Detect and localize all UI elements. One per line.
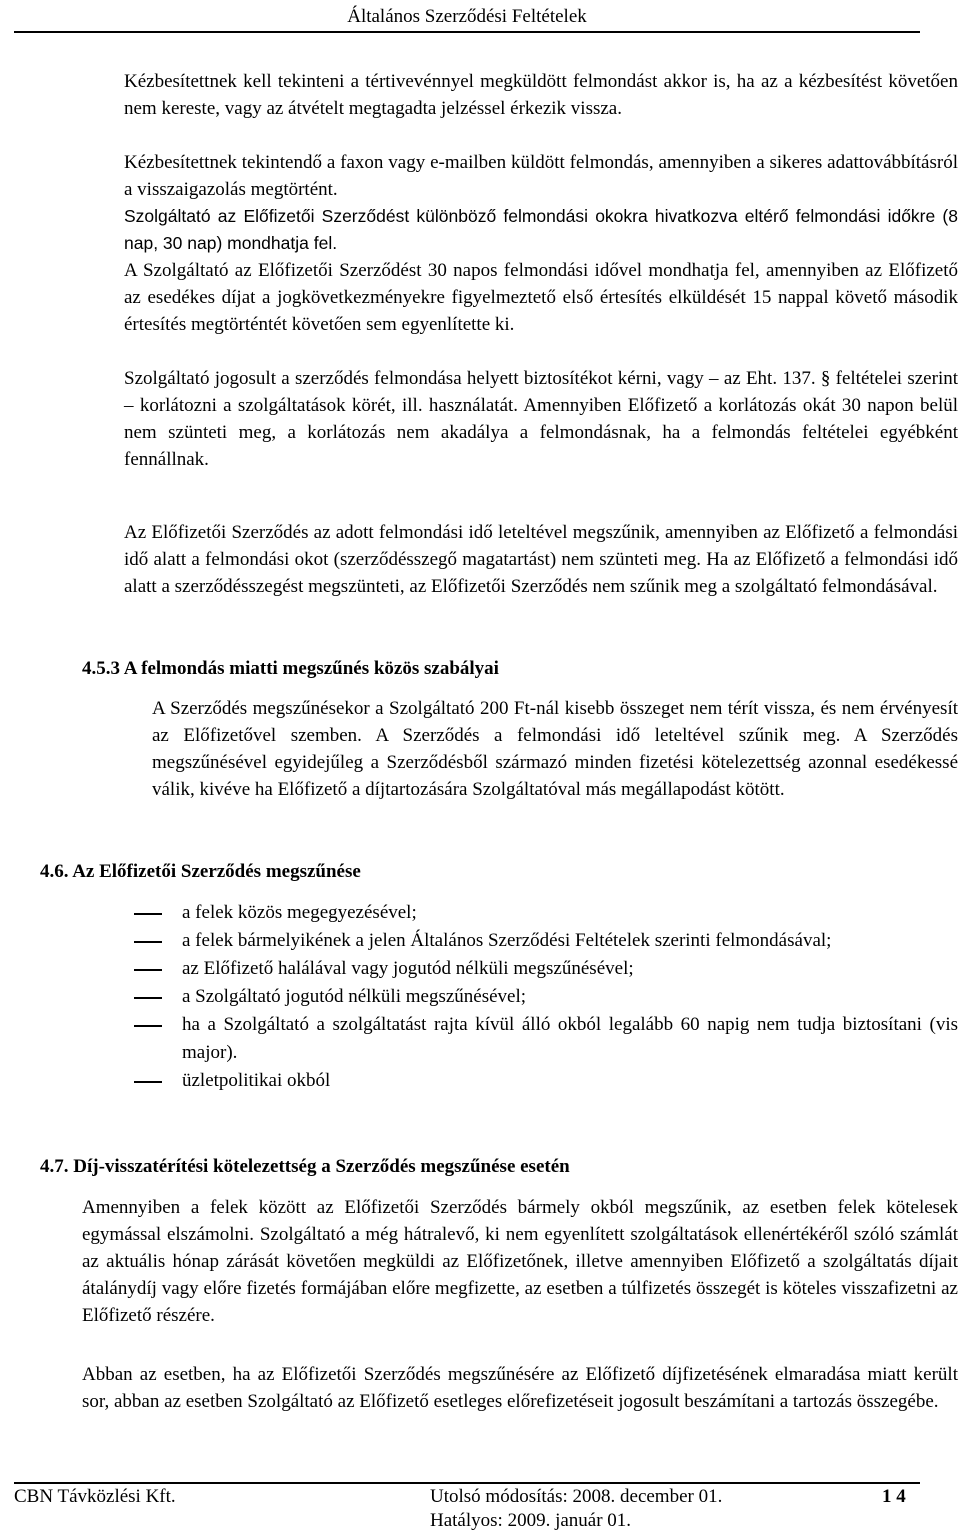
section-heading-4-6: 4.6. Az Előfizetői Szerződés megszűnése (40, 861, 361, 882)
footer-page-number: 1 4 (882, 1486, 906, 1507)
list-item: a felek bármelyikének a jelen Általános Szerződési Feltételek szerinti felmondásával; (182, 930, 832, 951)
paragraph-termination-rules: A Szerződés megszűnésekor a Szolgáltató 200 Ft-nál kisebb összeget nem térít vissza, és nem érvényesít az Előfizetővel szemben. A Szerződés a felmondási idő leteltével szűnik meg. A Szerződés megszűnésével egyidejűleg a Szerződésből származó minden fizetési kötelezettség azonnal esedékessé válik, kivéve ha Előfizető a díjtartozására Szolgáltatóval más megállapodást kötött. (152, 698, 958, 800)
paragraph-contract-expiry: Az Előfizetői Szerződés az adott felmondási idő leteltével megszűnik, amennyiben az Előfizető a felmondási idő alatt a felmondási okot (szerződésszegő magatartást) nem szünteti meg. Ha az Előfizető a felmondási idő alatt a szerződésszegést megszünteti, az Előfizetői Szerződés nem szűnik meg a szolgáltató felmondásával. (124, 522, 958, 597)
paragraph-settlement: Amennyiben a felek között az Előfizetői Szerződés bármely okból megszűnik, az esetben felek kötelesek egymással elszámolni. Szolgáltató a még hátralevő, ki nem egyenlített szolgáltatások ellenértékéről szóló számlát az aktuális hónap zárását követően megküldi az Előfizetőnek, illetve amennyiben Előfizető a szolgáltatás díjait átalánydíj vagy előre fizetés formájában előre megfizette, az esetben a túlfizetés összegét is köteles visszafizetni az Előfizető részére. (82, 1197, 958, 1326)
paragraph-guarantee-restriction: Szolgáltató jogosult a szerződés felmondása helyett biztosítékot kérni, vagy – az Eht. 137. § feltételei szerint – korlátozni a szolgáltatások körét, ill. használatát. Amennyiben Előfizető a korlátozás okát 30 napon belül nem szünteti meg, a korlátozás nem akadálya a felmondásnak, ha a felmondás feltételei egyébként fennállnak. (124, 368, 958, 470)
footer-divider (14, 1482, 920, 1484)
section-heading-4-7: 4.7. Díj-visszatérítési kötelezettség a Szerződés megszűnése esetén (40, 1156, 570, 1177)
section-heading-4-5-3: 4.5.3 A felmondás miatti megszűnés közös szabályai (82, 658, 499, 679)
termination-reasons-list (134, 899, 958, 1095)
list-item: az Előfizető halálával vagy jogutód nélküli megszűnésével; (182, 958, 634, 979)
paragraph-delivery-fax-email: Kézbesítettnek tekintendő a faxon vagy e-mailben küldött felmondás, amennyiben a sikeres adattovábbításról a visszaigazolás megtörtént. (124, 152, 958, 200)
list-item: a felek közös megegyezésével; (182, 902, 417, 923)
paragraph-delivery-receipt: Kézbesítettnek kell tekinteni a tértivevénnyel megküldött felmondást akkor is, ha az a kézbesítést követően nem kereste, vagy az átvételt megtagadta jelzéssel érkezik vissza. (124, 71, 958, 119)
list-item: üzletpolitikai okból (182, 1070, 331, 1091)
list-item: a Szolgáltató jogutód nélküli megszűnésével; (182, 986, 527, 1007)
list-item: ha a Szolgáltató a szolgáltatást rajta kívül álló okból legalább 60 napig nem tudja biztosítani (vis major). (182, 1014, 958, 1063)
page-header (14, 3, 920, 33)
document-title: Általános Szerződési Feltételek (347, 6, 587, 27)
footer-effective-date: Hatályos: 2009. január 01. (430, 1510, 632, 1531)
footer-last-modified: Utolsó módosítás: 2008. december 01. (430, 1486, 723, 1507)
paragraph-30-day-termination: A Szolgáltató az Előfizetői Szerződést 30 napos felmondási idővel mondhatja fel, amennyiben az Előfizető az esedékes díjat a jogkövetkezményekre figyelmeztető első értesítés elküldését 15 nappal követő második értesítés megtörténtét követően sem egyenlítette ki. (124, 260, 958, 335)
footer-company: CBN Távközlési Kft. (14, 1486, 176, 1507)
paragraph-termination-periods: Szolgáltató az Előfizetői Szerződést különböző felmondási okokra hivatkozva eltérő felmondási időkre (8 nap, 30 nap) mondhatja fel. (124, 206, 958, 253)
paragraph-prepayment-offset: Abban az esetben, ha az Előfizetői Szerződés megszűnésére az Előfizető díjfizetésének elmaradása miatt került sor, abban az esetben Szolgáltató az Előfizető esetleges előrefizetéseit jogosult beszámítani a tartozás összegébe. (82, 1364, 958, 1412)
